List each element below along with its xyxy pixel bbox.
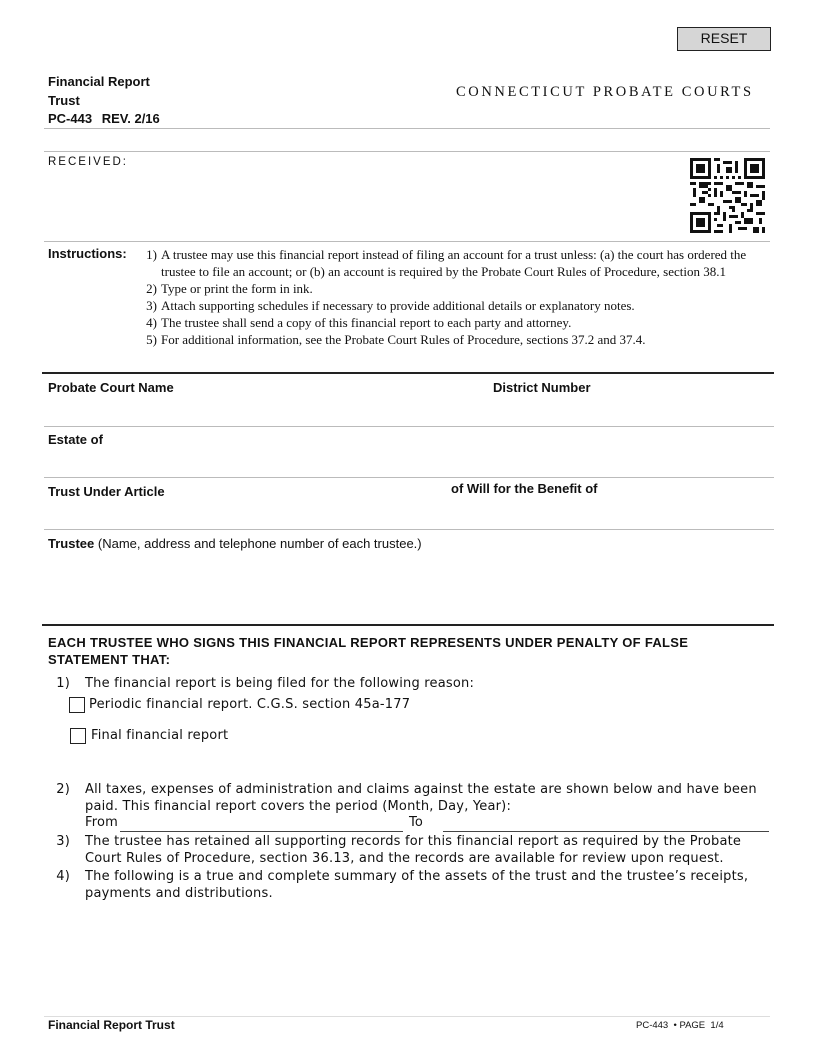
estate-row-divider	[44, 477, 774, 478]
statement-text: The following is a true and complete summary of the assets of the trust and the trustee’s receipts, payments and distributions.	[85, 869, 749, 901]
instruction-num: 2)	[146, 281, 157, 296]
trustee-input[interactable]	[48, 556, 767, 622]
benefit-of-input[interactable]	[451, 502, 767, 522]
form-title-line-2: Trust	[48, 93, 80, 108]
trust-under-article-input[interactable]	[176, 484, 445, 504]
received-label: RECEIVED:	[48, 156, 128, 168]
from-label: From	[85, 815, 119, 830]
estate-of-input[interactable]	[48, 452, 767, 472]
instruction-item	[138, 314, 748, 331]
to-underline	[443, 831, 769, 832]
estate-of-label: Estate of	[48, 432, 103, 447]
statement-text: The financial report is being filed for the following reason:	[85, 676, 475, 691]
periodic-report-checkbox[interactable]	[69, 697, 85, 713]
footer-form-title: Financial Report Trust	[48, 1018, 175, 1032]
statement-item-3	[48, 833, 760, 867]
instruction-text: A trustee may use this financial report instead of filing an account for a trust unless: (a) the court has ordered the trustee to file an account; or (b) an account is required by the Probate Court Rules of Procedure, section 38.1	[161, 247, 747, 279]
trustee-label-line	[48, 536, 422, 551]
final-report-checkbox[interactable]	[70, 728, 86, 744]
court-title: CONNECTICUT PROBATE COURTS	[456, 84, 754, 100]
instruction-item	[138, 246, 748, 280]
instruction-num: 3)	[146, 298, 157, 313]
footer-divider	[44, 1016, 770, 1017]
trust-row-divider	[44, 529, 774, 530]
periodic-report-label: Periodic financial report. C.G.S. section 45a-177	[89, 697, 411, 712]
received-top-divider	[44, 151, 770, 152]
statement-text: All taxes, expenses of administration and claims against the estate are shown below and have been paid. This financial report covers the period (Month, Day, Year):	[85, 782, 757, 814]
instruction-text: Attach supporting schedules if necessary to provide additional details or explanatory notes.	[161, 298, 635, 313]
statement-num: 3)	[56, 834, 70, 849]
trustee-note: (Name, address and telephone number of each trustee.)	[97, 536, 422, 551]
form-title-line-1: Financial Report	[48, 74, 150, 89]
instruction-text: For additional information, see the Probate Court Rules of Procedure, sections 37.2 and 37.4.	[161, 332, 646, 347]
instruction-item	[138, 280, 748, 297]
instruction-num: 1)	[146, 247, 157, 262]
instructions-label: Instructions:	[48, 246, 127, 261]
statement-text: The trustee has retained all supporting records for this financial report as required by the Probate Court Rules of Procedure, section 36.13, and the records are available for review upon request.	[85, 834, 742, 866]
instruction-num: 5)	[146, 332, 157, 347]
trustee-label: Trustee	[48, 536, 95, 551]
probate-court-name-label: Probate Court Name	[48, 380, 174, 395]
statement-top-divider	[42, 624, 774, 626]
instruction-text: The trustee shall send a copy of this financial report to each party and attorney.	[161, 315, 572, 330]
court-row-divider	[44, 426, 774, 427]
form-revision: REV. 2/16	[101, 111, 160, 126]
statement-num: 2)	[56, 782, 70, 797]
statement-num: 1)	[56, 676, 70, 691]
probate-court-name-input[interactable]	[48, 401, 482, 421]
statement-item-1	[48, 676, 474, 691]
reset-button[interactable]: RESET	[677, 27, 771, 51]
of-will-benefit-label: of Will for the Benefit of	[451, 481, 598, 496]
statement-heading: EACH TRUSTEE WHO SIGNS THIS FINANCIAL REPORT REPRESENTS UNDER PENALTY OF FALSE STATEMENT THAT:	[48, 635, 689, 667]
final-report-label: Final financial report	[91, 728, 229, 743]
instructions-top-divider	[44, 241, 770, 242]
instruction-num: 4)	[146, 315, 157, 330]
fields-top-divider	[42, 372, 774, 374]
statement-item-4	[48, 868, 760, 902]
form-code-line	[48, 111, 160, 126]
to-label: To	[409, 815, 424, 830]
instructions-list	[138, 246, 748, 348]
district-number-input[interactable]	[493, 401, 767, 421]
instruction-item	[138, 297, 748, 314]
instruction-item	[138, 331, 748, 348]
district-number-label: District Number	[493, 380, 591, 395]
header-divider	[44, 128, 770, 129]
qr-code-icon	[690, 158, 765, 233]
form-code: PC-443	[48, 111, 93, 126]
statement-num: 4)	[56, 869, 70, 884]
trust-under-article-label: Trust Under Article	[48, 484, 165, 499]
footer-page-ref: PC-443 • PAGE 1/4	[636, 1020, 724, 1031]
from-underline	[120, 831, 403, 832]
statement-item-2	[48, 781, 758, 815]
instruction-text: Type or print the form in ink.	[161, 281, 313, 296]
